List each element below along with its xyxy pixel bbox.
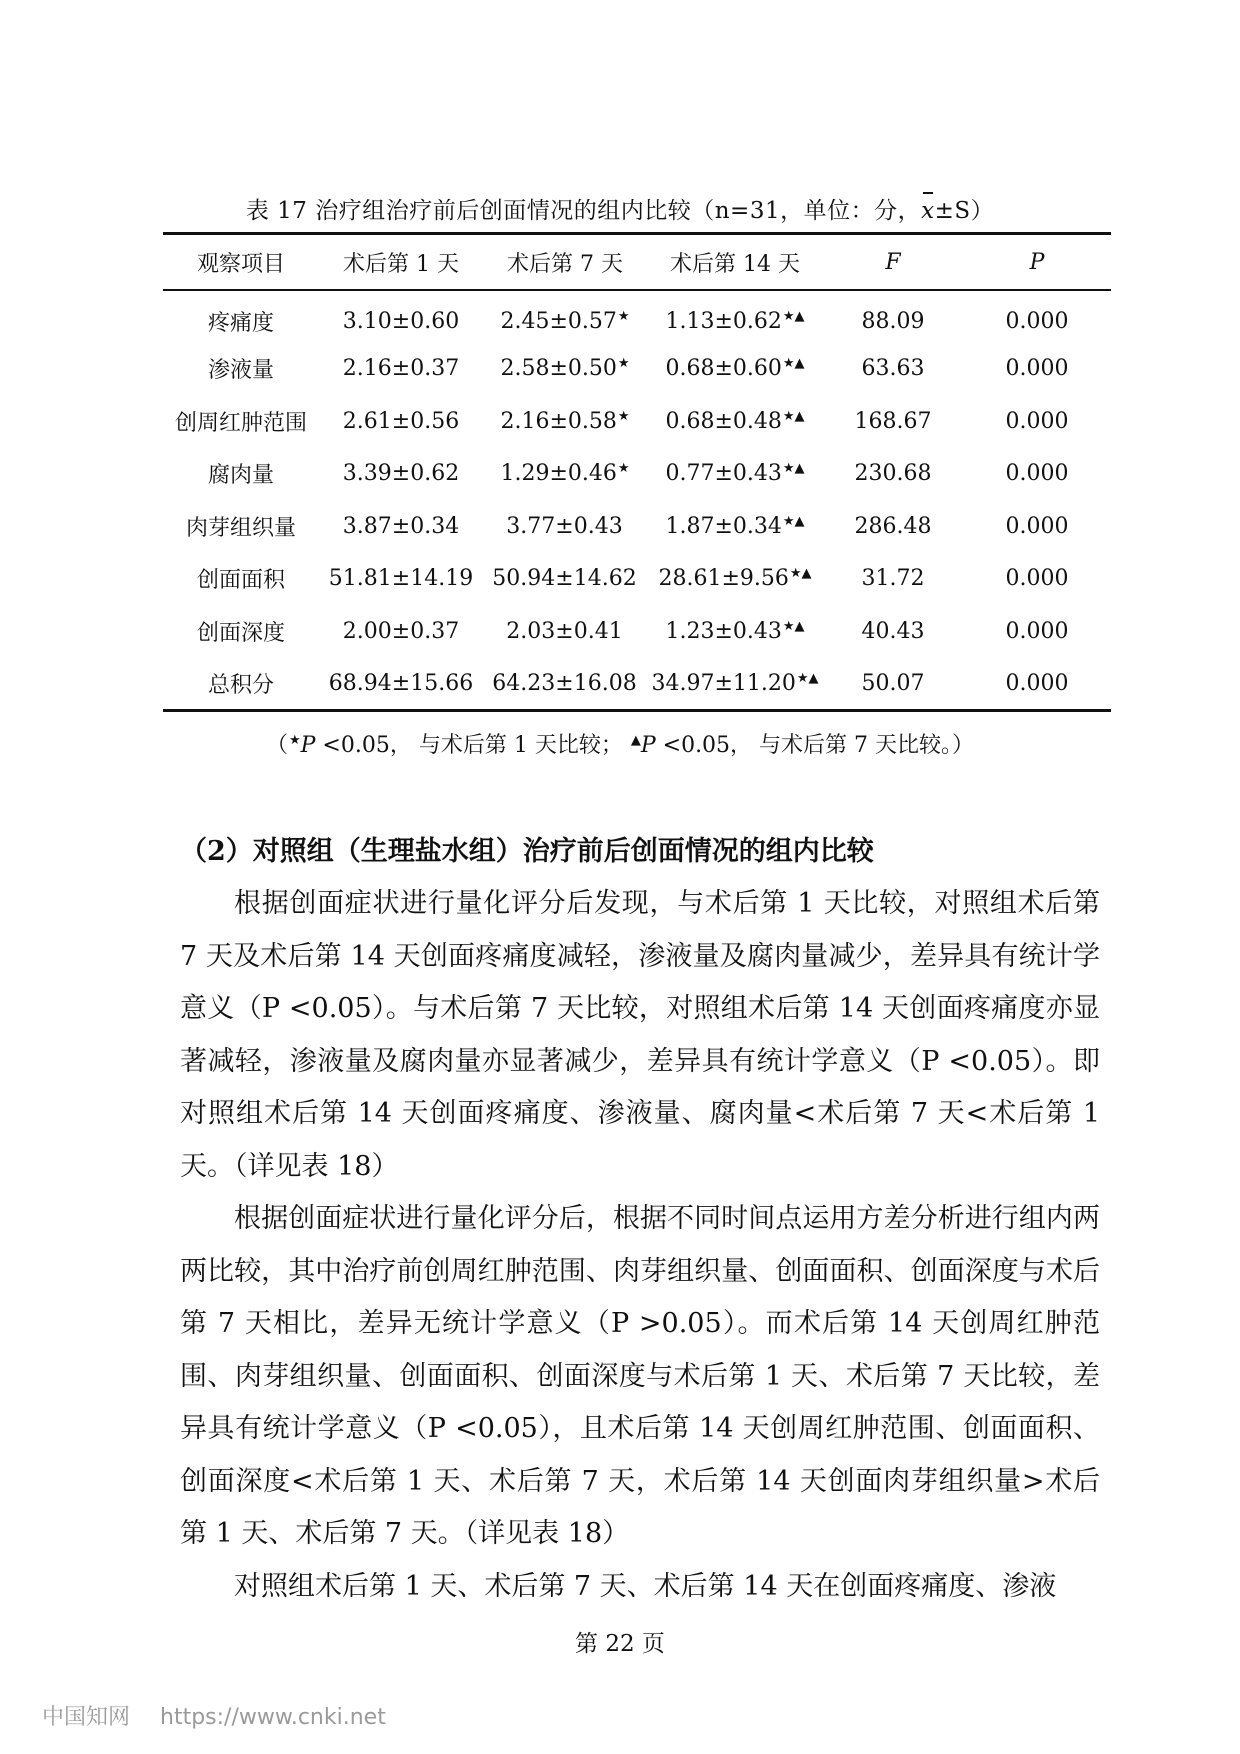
row-item: 渗液量 bbox=[207, 358, 274, 384]
col-header-day14: 术后第 14 天 bbox=[670, 251, 800, 277]
cell-day14: 1.23±0.43★▲ bbox=[665, 618, 805, 644]
page-number: 第 22 页 bbox=[575, 1631, 665, 1657]
cell-day1: 2.00±0.37 bbox=[342, 618, 460, 644]
table-header-row bbox=[163, 234, 1111, 291]
cell-f: 63.63 bbox=[861, 356, 925, 382]
significance-mark: ★ bbox=[617, 356, 630, 372]
cell-day7: 2.45±0.57★ bbox=[500, 309, 630, 335]
star-mark-icon: ★ bbox=[288, 733, 301, 748]
watermark bbox=[42, 1700, 386, 1731]
cell-p: 0.000 bbox=[1005, 408, 1069, 434]
significance-mark: ★▲ bbox=[796, 670, 819, 686]
cell-day14: 28.61±9.56★▲ bbox=[658, 566, 812, 592]
cell-f: 168.67 bbox=[854, 408, 932, 434]
cell-f: 31.72 bbox=[861, 566, 925, 592]
body-paragraph: 根据创面症状进行量化评分后，根据不同时间点运用方差分析进行组内两两比较，其中治疗前创周红肿范围、肉芽组织量、创面面积、创面深度与术后第 7 天相比，差异无统计学意义（P >0.05）。而术后第 14 天创周红肿范围、肉芽组织量、创面面积、创面深度与术后第 1 天、术后第 7 天比较，差异具有统计学意义（P <0.05），且术后第 14 天创周红肿范围、创面面积、创面深度<术后第 1 天、术后第 7 天，术后第 14 天创面肉芽组织量>术后第 1 天、术后第 7 天。（详见表 18） bbox=[180, 1203, 1100, 1549]
x-bar-symbol: x bbox=[921, 198, 935, 224]
cell-day14: 1.13±0.62★▲ bbox=[665, 309, 805, 335]
cell-day7: 64.23±16.08 bbox=[492, 670, 637, 696]
row-item: 创周红肿范围 bbox=[174, 410, 307, 436]
col-header-item: 观察项目 bbox=[196, 251, 285, 277]
row-item: 肉芽组织量 bbox=[185, 515, 296, 541]
row-item: 创面深度 bbox=[196, 620, 285, 646]
body-paragraph: 对照组术后第 1 天、术后第 7 天、术后第 14 天在创面疼痛度、渗液 bbox=[234, 1571, 1057, 1602]
cell-day14: 0.68±0.48★▲ bbox=[665, 408, 805, 434]
table-row bbox=[163, 448, 1111, 501]
cell-day7: 2.58±0.50★ bbox=[500, 356, 630, 382]
row-item: 创面面积 bbox=[196, 568, 285, 594]
cell-day1: 68.94±15.66 bbox=[328, 670, 474, 696]
significance-mark: ★▲ bbox=[782, 356, 805, 372]
col-header-day7: 术后第 7 天 bbox=[507, 251, 623, 277]
cell-day14: 34.97±11.20★▲ bbox=[651, 670, 819, 696]
cell-day7: 1.29±0.46★ bbox=[500, 461, 630, 487]
cell-p: 0.000 bbox=[1005, 356, 1069, 382]
cell-day1: 3.39±0.62 bbox=[342, 461, 460, 487]
table-row bbox=[163, 290, 1111, 343]
cell-f: 50.07 bbox=[861, 670, 925, 696]
results-table bbox=[163, 232, 1111, 712]
significance-mark: ★▲ bbox=[782, 309, 805, 325]
watermark-url: https://www.cnki.net bbox=[160, 1705, 386, 1730]
cell-day7: 2.16±0.58★ bbox=[500, 408, 630, 434]
significance-mark: ★▲ bbox=[782, 513, 805, 529]
row-item: 总积分 bbox=[207, 672, 274, 698]
cell-day1: 51.81±14.19 bbox=[328, 566, 474, 592]
col-header-day1: 术后第 1 天 bbox=[343, 251, 459, 277]
row-item: 疼痛度 bbox=[207, 311, 274, 337]
cell-day1: 3.87±0.34 bbox=[342, 513, 460, 539]
table-row bbox=[163, 395, 1111, 448]
cell-p: 0.000 bbox=[1005, 513, 1069, 539]
cell-f: 286.48 bbox=[854, 513, 932, 539]
cnki-logo: 中国知网 bbox=[42, 1705, 131, 1730]
cell-f: 88.09 bbox=[861, 309, 925, 335]
cell-day14: 0.77±0.43★▲ bbox=[665, 461, 805, 487]
cell-day7: 2.03±0.41 bbox=[506, 618, 623, 644]
cell-day7: 50.94±14.62 bbox=[492, 566, 637, 592]
table-row bbox=[163, 605, 1111, 658]
significance-mark: ★▲ bbox=[782, 408, 805, 424]
cell-f: 230.68 bbox=[854, 461, 932, 487]
significance-mark: ★▲ bbox=[782, 461, 805, 477]
table-caption: 表 17 治疗组治疗前后创面情况的组内比较（n=31，单位：分，x±S） bbox=[245, 198, 995, 224]
row-item: 腐肉量 bbox=[207, 463, 274, 489]
table-note: （★P <0.05， 与术后第 1 天比较； ▲P <0.05， 与术后第 7 天比较。） bbox=[265, 733, 975, 758]
cell-day1: 2.61±0.56 bbox=[342, 408, 460, 434]
cell-day1: 3.10±0.60 bbox=[342, 309, 460, 335]
table-row bbox=[163, 553, 1111, 606]
cell-day14: 0.68±0.60★▲ bbox=[665, 356, 805, 382]
cell-day1: 2.16±0.37 bbox=[342, 356, 460, 382]
significance-mark: ★▲ bbox=[782, 618, 805, 634]
cell-p: 0.000 bbox=[1005, 618, 1069, 644]
significance-mark: ★ bbox=[617, 408, 630, 424]
cell-f: 40.43 bbox=[861, 618, 925, 644]
cell-day7: 3.77±0.43 bbox=[506, 513, 623, 539]
triangle-mark-icon: ▲ bbox=[630, 733, 641, 748]
cell-p: 0.000 bbox=[1005, 309, 1069, 335]
table-row bbox=[163, 343, 1111, 396]
significance-mark: ★ bbox=[617, 309, 630, 325]
col-header-p: P bbox=[1029, 249, 1045, 275]
section-heading: （2）对照组（生理盐水组）治疗前后创面情况的组内比较 bbox=[180, 836, 874, 867]
significance-mark: ★ bbox=[617, 461, 630, 477]
significance-mark: ★▲ bbox=[789, 566, 812, 582]
cell-p: 0.000 bbox=[1005, 566, 1069, 592]
col-header-f: F bbox=[885, 249, 901, 275]
cell-day14: 1.87±0.34★▲ bbox=[665, 513, 805, 539]
cell-p: 0.000 bbox=[1005, 670, 1069, 696]
cell-p: 0.000 bbox=[1005, 461, 1069, 487]
table-row bbox=[163, 500, 1111, 553]
table-row bbox=[163, 658, 1111, 711]
body-paragraph: 根据创面症状进行量化评分后发现，与术后第 1 天比较，对照组术后第 7 天及术后第 14 天创面疼痛度减轻，渗液量及腐肉量减少，差异具有统计学意义（P <0.05）。与术后第 7 天比较，对照组术后第 14 天创面疼痛度亦显著减轻，渗液量及腐肉量亦显著减少，差异具有统计学意义（P <0.05）。即对照组术后第 14 天创面疼痛度、渗液量、腐肉量<术后第 7 天<术后第 1 天。（详见表 18） bbox=[180, 888, 1100, 1182]
